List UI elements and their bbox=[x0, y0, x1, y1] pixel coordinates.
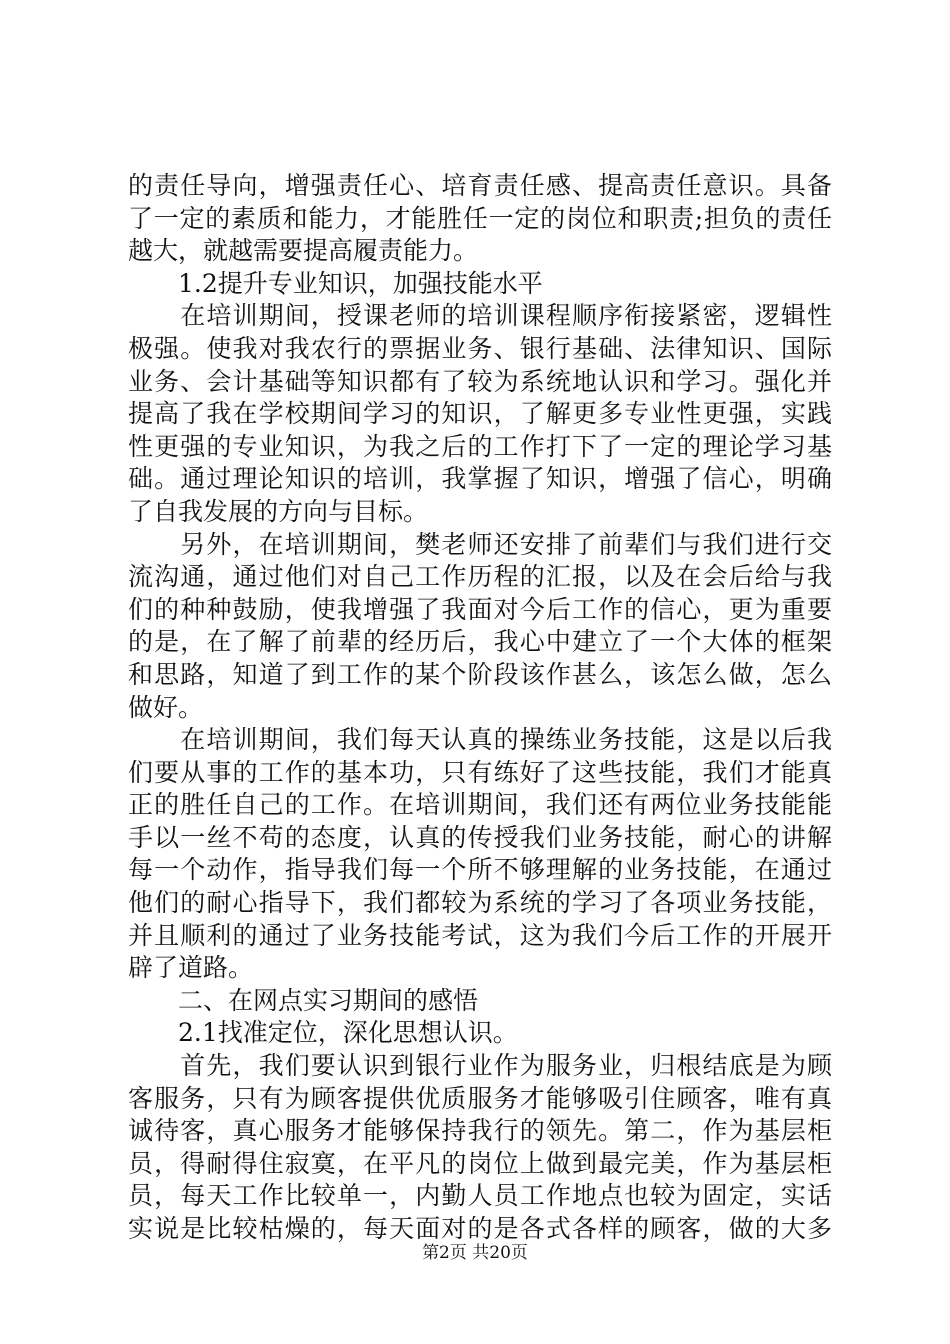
text-line: 辟了道路。 bbox=[128, 953, 254, 983]
text-line: 极强。使我对我农行的票据业务、银行基础、法律知识、国际 bbox=[128, 333, 832, 363]
text-line: 了自我发展的方向与目标。 bbox=[128, 496, 429, 526]
text-line: 在培训期间，授课老师的培训课程顺序衔接紧密，逻辑性 bbox=[128, 301, 832, 331]
text-line: 手以一丝不苟的态度，认真的传授我们业务技能，耐心的讲解 bbox=[128, 822, 832, 852]
text-line: 和思路，知道了到工作的某个阶段该作甚么，该怎么做，怎么 bbox=[128, 659, 832, 689]
text-line: 流沟通，通过他们对自己工作历程的汇报，以及在会后给与我 bbox=[128, 562, 832, 592]
text-line: 础。通过理论知识的培训，我掌握了知识，增强了信心，明确 bbox=[128, 464, 832, 494]
page-footer bbox=[0, 1241, 950, 1265]
text-line: 员，得耐得住寂寞，在平凡的岗位上做到最完美，作为基层柜 bbox=[128, 1148, 832, 1178]
text-line: 并且顺利的通过了业务技能考试，这为我们今后工作的开展开 bbox=[128, 920, 832, 950]
text-line: 在培训期间，我们每天认真的操练业务技能，这是以后我 bbox=[128, 725, 832, 755]
text-line: 诚待客，真心服务才能够保持我行的领先。第二，作为基层柜 bbox=[128, 1116, 832, 1146]
text-line: 实说是比较枯燥的，每天面对的是各式各样的顾客，做的大多 bbox=[128, 1214, 832, 1243]
text-line: 越大，就越需要提高履责能力。 bbox=[128, 236, 479, 266]
document-body bbox=[128, 170, 832, 1246]
text-line: 的是，在了解了前辈的经历后，我心中建立了一个大体的框架 bbox=[128, 627, 832, 657]
text-line: 正的胜任自己的工作。在培训期间，我们还有两位业务技能能 bbox=[128, 790, 832, 820]
section-heading: 1.2提升专业知识，加强技能水平 bbox=[128, 268, 543, 298]
text-line: 的责任导向，增强责任心、培育责任感、提高责任意识。具备 bbox=[128, 171, 832, 200]
text-line: 客服务，只有为顾客提供优质服务才能够吸引住顾客，唯有真 bbox=[128, 1083, 832, 1113]
text-line: 他们的耐心指导下，我们都较为系统的学习了各项业务技能， bbox=[128, 888, 832, 918]
text-line: 们要从事的工作的基本功，只有练好了这些技能，我们才能真 bbox=[128, 757, 832, 787]
text-line: 首先，我们要认识到银行业作为服务业，归根结底是为顾 bbox=[128, 1051, 832, 1081]
text-line: 另外，在培训期间，樊老师还安排了前辈们与我们进行交 bbox=[128, 529, 832, 559]
text-line: 提高了我在学校期间学习的知识，了解更多专业性更强，实践 bbox=[128, 399, 832, 429]
page-number: 第2页 共20页 bbox=[422, 1243, 528, 1263]
text-line: 每一个动作，指导我们每一个所不够理解的业务技能，在通过 bbox=[128, 855, 832, 885]
section-heading: 二、在网点实习期间的感悟 bbox=[128, 985, 479, 1015]
text-line: 了一定的素质和能力，才能胜任一定的岗位和职责;担负的责任 bbox=[128, 203, 832, 233]
text-line: 性更强的专业知识，为我之后的工作打下了一定的理论学习基 bbox=[128, 431, 832, 461]
text-line: 们的种种鼓励，使我增强了我面对今后工作的信心，更为重要 bbox=[128, 594, 832, 624]
section-heading: 2.1找准定位，深化思想认识。 bbox=[128, 1018, 518, 1048]
text-line: 业务、会计基础等知识都有了较为系统地认识和学习。强化并 bbox=[128, 366, 832, 396]
text-line: 员，每天工作比较单一，内勤人员工作地点也较为固定，实话 bbox=[128, 1181, 832, 1211]
text-line: 做好。 bbox=[128, 692, 204, 722]
